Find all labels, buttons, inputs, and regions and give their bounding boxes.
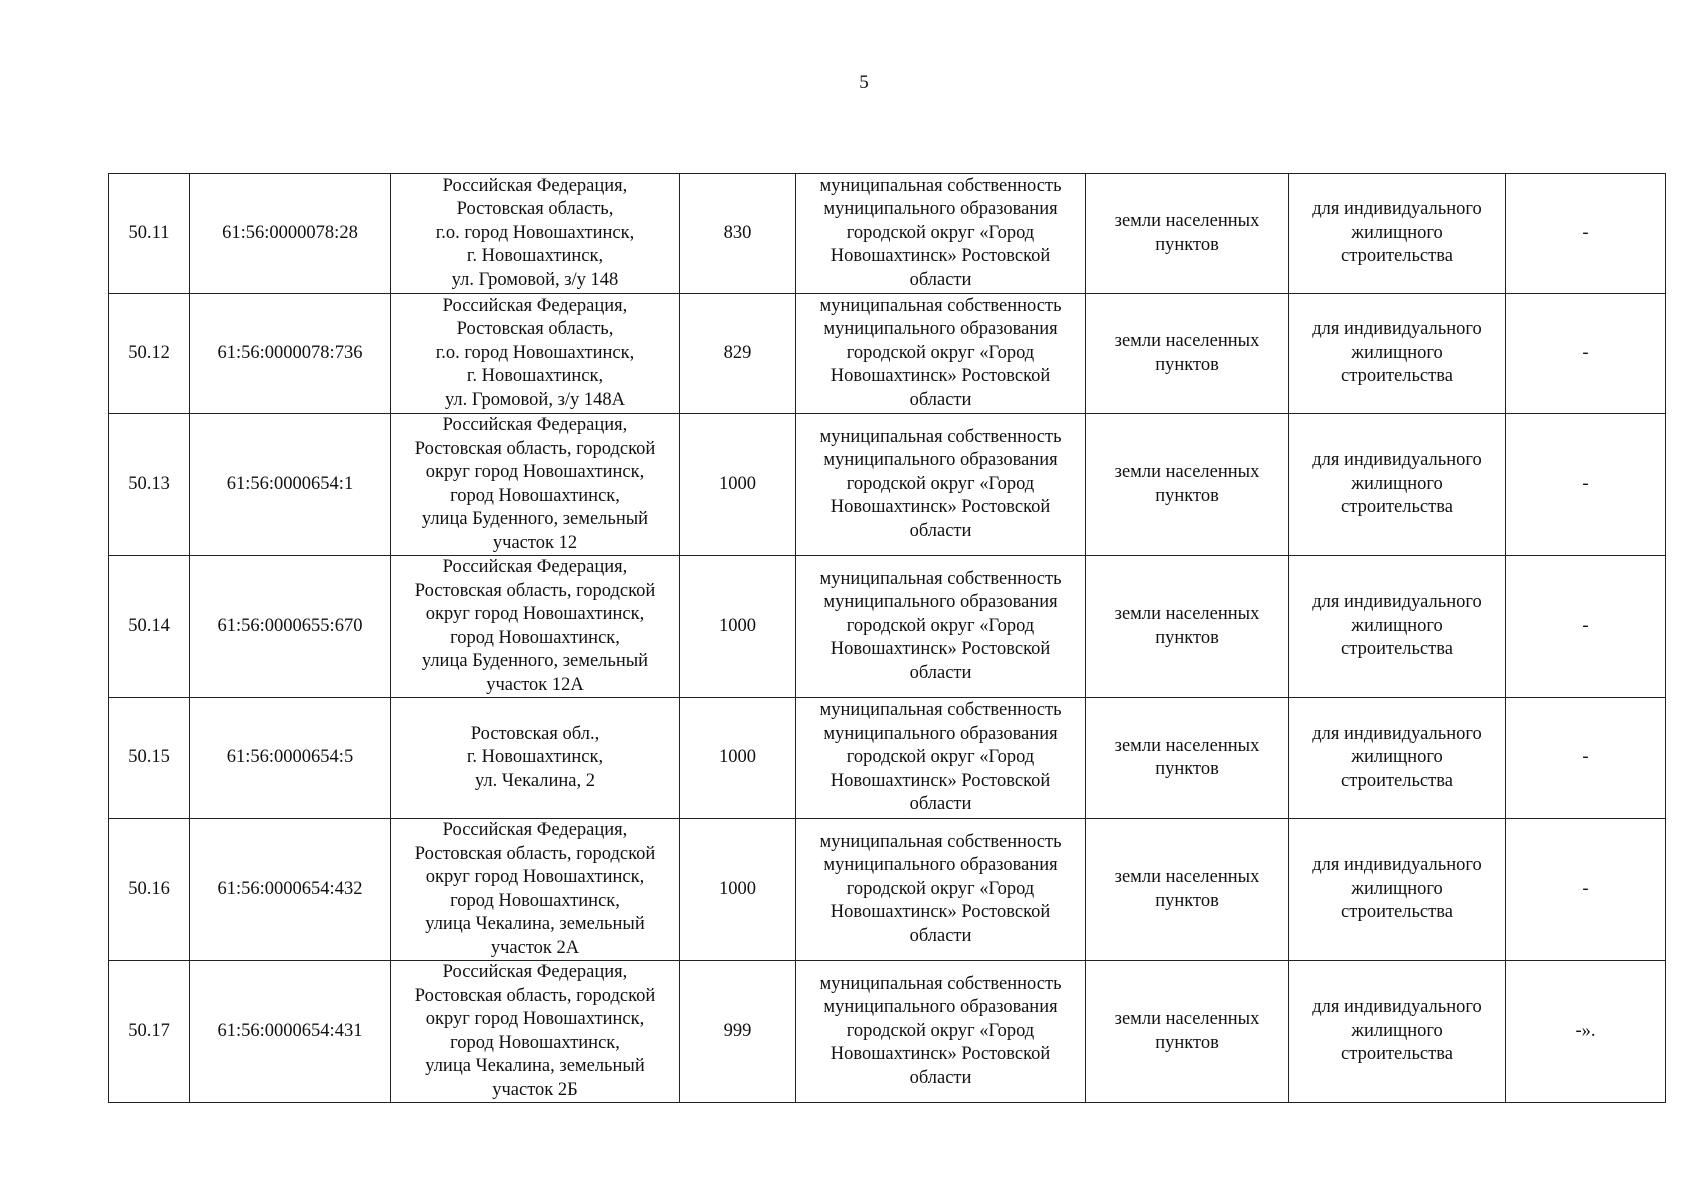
address-cell	[391, 819, 680, 961]
address-line: участок 12	[492, 532, 578, 553]
row-number-cell: 50.14	[109, 556, 190, 698]
address-line: участок 2Б	[492, 1079, 578, 1100]
address-line: Российская Федерация,	[442, 175, 628, 196]
permitted-use-cell: для индивидуального жилищного строительства	[1289, 556, 1506, 698]
cadastral-number-cell: 61:56:0000078:736	[190, 294, 391, 414]
ownership-cell: муниципальная собственность муниципального образования городской округ «Город Новошахтинск» Ростовской области	[796, 698, 1086, 819]
row-number-cell: 50.16	[109, 819, 190, 961]
address-line: округ город Новошахтинск,	[425, 867, 645, 887]
area-cell: 830	[680, 174, 796, 294]
address-cell	[391, 698, 680, 819]
address-line: Ростовская область, городской	[414, 580, 656, 601]
address-line: ул. Чекалина, 2	[475, 770, 595, 791]
cadastral-number-cell: 61:56:0000654:1	[190, 414, 391, 556]
row-number-cell: 50.17	[109, 961, 190, 1103]
ownership-cell: муниципальная собственность муниципального образования городской округ «Город Новошахтинск» Ростовской области	[796, 414, 1086, 556]
land-category-cell: земли населенных пунктов	[1086, 556, 1289, 698]
address-line: улица Буденного, земельный	[421, 509, 649, 529]
area-cell: 999	[680, 961, 796, 1103]
address-line: Российская Федерация,	[442, 962, 628, 982]
table-row	[109, 414, 1666, 556]
address-line: Ростовская область,	[456, 319, 614, 340]
address-line: город Новошахтинск,	[450, 1032, 620, 1053]
cadastral-number-cell: 61:56:0000655:670	[190, 556, 391, 698]
ownership-cell: муниципальная собственность муниципального образования городской округ «Город Новошахтинск» Ростовской области	[796, 294, 1086, 414]
row-number-cell: 50.15	[109, 698, 190, 819]
address-line: ул. Громовой, з/у 148	[451, 269, 619, 290]
address-line: Российская Федерация,	[442, 557, 628, 577]
address-line: г. Новошахтинск,	[466, 747, 604, 768]
permitted-use-cell: для индивидуального жилищного строительства	[1289, 414, 1506, 556]
row-number-cell: 50.12	[109, 294, 190, 414]
address-line: участок 2А	[490, 937, 580, 958]
land-category-cell: земли населенных пунктов	[1086, 819, 1289, 961]
permitted-use-cell: для индивидуального жилищного строительства	[1289, 819, 1506, 961]
address-cell	[391, 414, 680, 556]
table-row	[109, 819, 1666, 961]
area-cell: 1000	[680, 819, 796, 961]
table-row	[109, 174, 1666, 294]
address-line: Ростовская область, городской	[414, 985, 656, 1006]
land-category-cell: земли населенных пунктов	[1086, 961, 1289, 1103]
permitted-use-cell: для индивидуального жилищного строительства	[1289, 698, 1506, 819]
address-line: участок 12А	[486, 674, 584, 695]
address-line: улица Чекалина, земельный	[425, 914, 645, 934]
permitted-use-cell: для индивидуального жилищного строительства	[1289, 294, 1506, 414]
note-cell: -	[1506, 294, 1666, 414]
area-cell: 1000	[680, 698, 796, 819]
cadastral-number-cell: 61:56:0000078:28	[190, 174, 391, 294]
address-line: Ростовская обл.,	[470, 723, 600, 744]
table-row	[109, 294, 1666, 414]
address-line: город Новошахтинск,	[450, 890, 620, 911]
address-line: Российская Федерация,	[442, 415, 628, 435]
address-line: округ город Новошахтинск,	[425, 1009, 645, 1029]
cadastral-number-cell: 61:56:0000654:5	[190, 698, 391, 819]
address-line: г.о. город Новошахтинск,	[435, 222, 635, 243]
address-line: Российская Федерация,	[442, 295, 628, 316]
ownership-cell: муниципальная собственность муниципального образования городской округ «Город Новошахтинск» Ростовской области	[796, 819, 1086, 961]
table-row	[109, 556, 1666, 698]
page-number: 5	[859, 72, 869, 93]
address-line: улица Чекалина, земельный	[425, 1056, 645, 1076]
address-line: Ростовская область,	[456, 199, 614, 220]
note-cell: -	[1506, 174, 1666, 294]
cadastral-number-cell: 61:56:0000654:432	[190, 819, 391, 961]
address-line: Ростовская область, городской	[414, 438, 656, 459]
row-number-cell: 50.11	[109, 174, 190, 294]
land-plots-table	[108, 173, 1666, 1103]
address-line: Российская Федерация,	[442, 820, 628, 840]
note-cell: -	[1506, 414, 1666, 556]
ownership-cell: муниципальная собственность муниципального образования городской округ «Город Новошахтинск» Ростовской области	[796, 174, 1086, 294]
ownership-cell: муниципальная собственность муниципального образования городской округ «Город Новошахтинск» Ростовской области	[796, 961, 1086, 1103]
note-cell: -	[1506, 819, 1666, 961]
land-category-cell: земли населенных пунктов	[1086, 174, 1289, 294]
area-cell: 829	[680, 294, 796, 414]
land-category-cell: земли населенных пунктов	[1086, 698, 1289, 819]
land-category-cell: земли населенных пунктов	[1086, 294, 1289, 414]
address-line: округ город Новошахтинск,	[425, 604, 645, 624]
address-line: округ город Новошахтинск,	[425, 462, 645, 482]
address-line: город Новошахтинск,	[450, 627, 620, 648]
ownership-cell: муниципальная собственность муниципального образования городской округ «Город Новошахтинск» Ростовской области	[796, 556, 1086, 698]
area-cell: 1000	[680, 414, 796, 556]
note-cell: -	[1506, 698, 1666, 819]
note-cell: -	[1506, 556, 1666, 698]
address-line: город Новошахтинск,	[450, 485, 620, 506]
table-row	[109, 961, 1666, 1103]
address-line: г. Новошахтинск,	[466, 246, 604, 267]
area-cell: 1000	[680, 556, 796, 698]
address-line: г.о. город Новошахтинск,	[435, 342, 635, 363]
land-category-cell: земли населенных пунктов	[1086, 414, 1289, 556]
address-line: ул. Громовой, з/у 148А	[445, 389, 625, 410]
table-row	[109, 698, 1666, 819]
address-line: г. Новошахтинск,	[466, 366, 604, 387]
table-body	[109, 174, 1666, 1103]
address-line: Ростовская область, городской	[414, 843, 656, 864]
address-cell	[391, 961, 680, 1103]
address-line: улица Буденного, земельный	[421, 651, 649, 671]
cadastral-number-cell: 61:56:0000654:431	[190, 961, 391, 1103]
note-cell: -».	[1506, 961, 1666, 1103]
address-cell	[391, 556, 680, 698]
address-cell	[391, 174, 680, 294]
permitted-use-cell: для индивидуального жилищного строительства	[1289, 174, 1506, 294]
permitted-use-cell: для индивидуального жилищного строительства	[1289, 961, 1506, 1103]
address-cell	[391, 294, 680, 414]
row-number-cell: 50.13	[109, 414, 190, 556]
